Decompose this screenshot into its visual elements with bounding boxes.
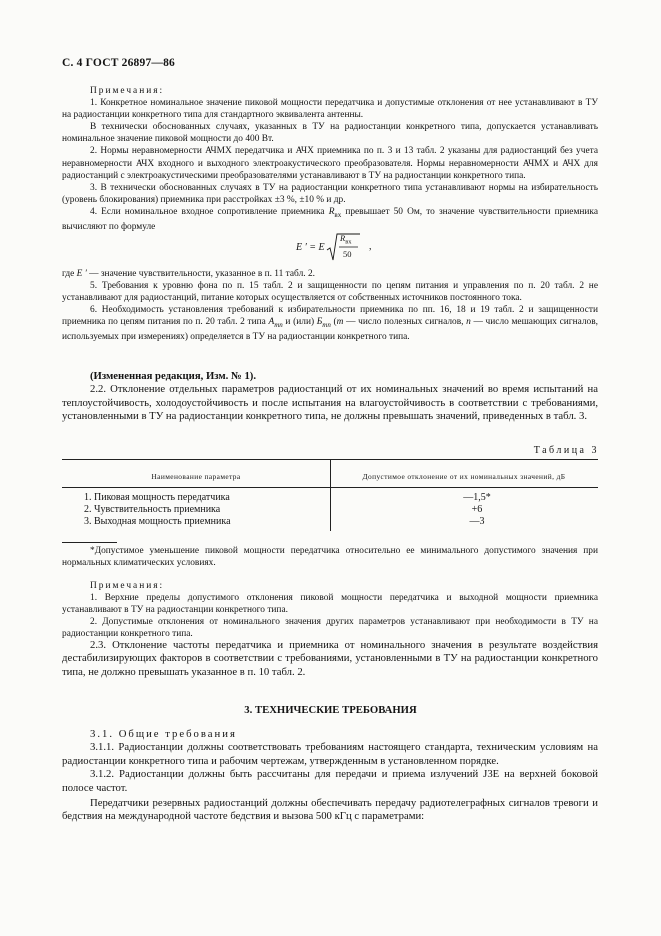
edition-note: (Измененная редакция, Изм. № 1). [90, 370, 257, 382]
row-name: 1. Пиковая мощность передатчика [84, 492, 230, 503]
footnote: *Допустимое уменьшение пиковой мощности передатчика относительно ее минимального допустимого значения при нормальных климатических условиях. [62, 546, 598, 569]
table-3 [62, 459, 598, 531]
note-item: 2. Нормы неравномерности АЧМХ передатчика и АЧХ приемника по п. 3 и 13 табл. 2 указаны для радиостанций без учета неравномерности АЧХ входного и выходного электроакустического преобразователя. Нормы неравномерности АЧМХ и АЧХ для радиостанций с электроакустическими преобразователями устанавливают в ТУ на радиостанции конкретного типа. [62, 146, 598, 181]
formula-numerator: $R_{вх}$ [340, 233, 352, 246]
note-item: В технически обоснованных случаях, указанных в ТУ на радиостанции конкретного типа, допускается устанавливать номинальное значение пиковой мощности до 400 Вт. [62, 122, 598, 145]
table-caption: Таблица 3 [533, 445, 599, 456]
paragraph-transmitters: Передатчики резервных радиостанций должны обеспечивать передачу радиотелеграфных сигналов тревоги и бедствия на международной частоте бедствия и вызова 500 кГц с параметрами: [62, 797, 598, 823]
paragraph-2-2: 2.2. Отклонение отдельных параметров радиостанций от их номинальных значений во время испытаний на теплоустойчивость, холодоустойчивость и после испытания на влагоустойчивость в соответствии с требованиями, установленными в ТУ на радиостанции конкретного типа, не должны превышать значений, приведенных в табл. 3. [62, 383, 598, 423]
row-value: —3 [469, 516, 485, 527]
note-item-4: 4. Если номинальное входное сопротивление приемника $R_{вх}$ превышает 50 Ом, то значение чувствительности приемника вычисляют по формуле [62, 206, 599, 232]
row-name: 2. Чувствительность приемника [84, 504, 221, 515]
notes-block-2 [62, 580, 598, 640]
note-item: 1. Конкретное номинальное значение пиковой мощности передатчика и допустимые отклонения от нее устанавливают в ТУ на радиостанции конкретного типа для стандартного эквивалента антенны. [62, 98, 598, 121]
note-item: 5. Требования к уровню фона по п. 15 табл. 2 и защищенности по цепям питания и управления по п. 20 табл. 2 не устанавливают для радиостанций, питание которых осуществляется от собственных источников постоянного тока. [62, 281, 598, 304]
notes-title: Примечания: [90, 581, 165, 591]
notes-block-1 [62, 85, 598, 233]
formula-comma: , [369, 241, 372, 252]
section-3-heading: 3. ТЕХНИЧЕСКИЕ ТРЕБОВАНИЯ [244, 704, 417, 716]
section-2-2 [62, 370, 598, 424]
table-header-deviation: Допустимое отклонение от их номинальных значений, дБ [362, 472, 566, 481]
note-item: 2. Допустимые отклонения от номинального значения других параметров устанавливают при необходимости в ТУ на радиостанции конкретного типа. [62, 617, 598, 640]
sensitivity-formula [296, 231, 396, 263]
page-header: С. 4 ГОСТ 26897—86 [62, 57, 175, 69]
section-3-body [62, 728, 598, 824]
section-2-3 [62, 639, 598, 679]
row-value: +6 [471, 504, 483, 515]
table-column-divider [330, 459, 331, 531]
paragraph-2-3: 2.3. Отклонение частоты передатчика и приемника от номинального значения в результате воздействия дестабилизирующих факторов в соответствии с требованиями, установленными в ТУ на радиостанции конкретного типа, не должно превышать указанное в п. 10 табл. 2. [62, 639, 598, 678]
where-clause: где E ′ — значение чувствительности, указанное в п. 11 табл. 2. [62, 269, 315, 279]
notes-block-1-cont [62, 268, 598, 343]
paragraph-3-1-2: 3.1.2. Радиостанции должны быть рассчитаны для передачи и приема излучений J3E на верхней боковой полосе частот. [62, 768, 598, 794]
notes-title: Примечания: [90, 86, 165, 96]
note-item-6: 6. Необходимость установления требований к избирательности приемника по пп. 16, 18 и 19 табл. 2 и защищенности приемника по цепям питания по п. 20 табл. 2 типа $A_{mn}$ и (или) $Б_{mn}$ (m — число полезных сигналов, n — число мешающих сигналов, используемых при измерениях) определяется в ТУ на радиостанции конкретного типа. [62, 305, 598, 343]
note-item: 3. В технически обоснованных случаях в ТУ на радиостанции конкретного типа устанавливают нормы на избирательность (уровень блокирования) приемника при расстройках ±3 %, ±10 % и др. [62, 182, 598, 205]
row-name: 3. Выходная мощность приемника [84, 516, 231, 527]
row-value: —1,5* [463, 492, 491, 503]
subsection-3-1: 3.1. Общие требования [90, 728, 237, 740]
footnote-rule [62, 542, 117, 543]
table-header-param: Наименование параметра [151, 472, 241, 481]
formula-denominator: 50 [343, 249, 352, 259]
paragraph-3-1-1: 3.1.1. Радиостанции должны соответствовать требованиям настоящего стандарта, техническим условиям на радиостанции конкретного типа и рабочим чертежам, утвержденным в установленном порядке. [62, 741, 598, 767]
footnote-block [62, 545, 598, 569]
note-item: 1. Верхние пределы допустимого отклонения пиковой мощности передатчика и выходной мощности приемника устанавливают в ТУ на радиостанции конкретного типа. [62, 593, 598, 616]
formula-lhs: E ′ = E [296, 242, 325, 253]
